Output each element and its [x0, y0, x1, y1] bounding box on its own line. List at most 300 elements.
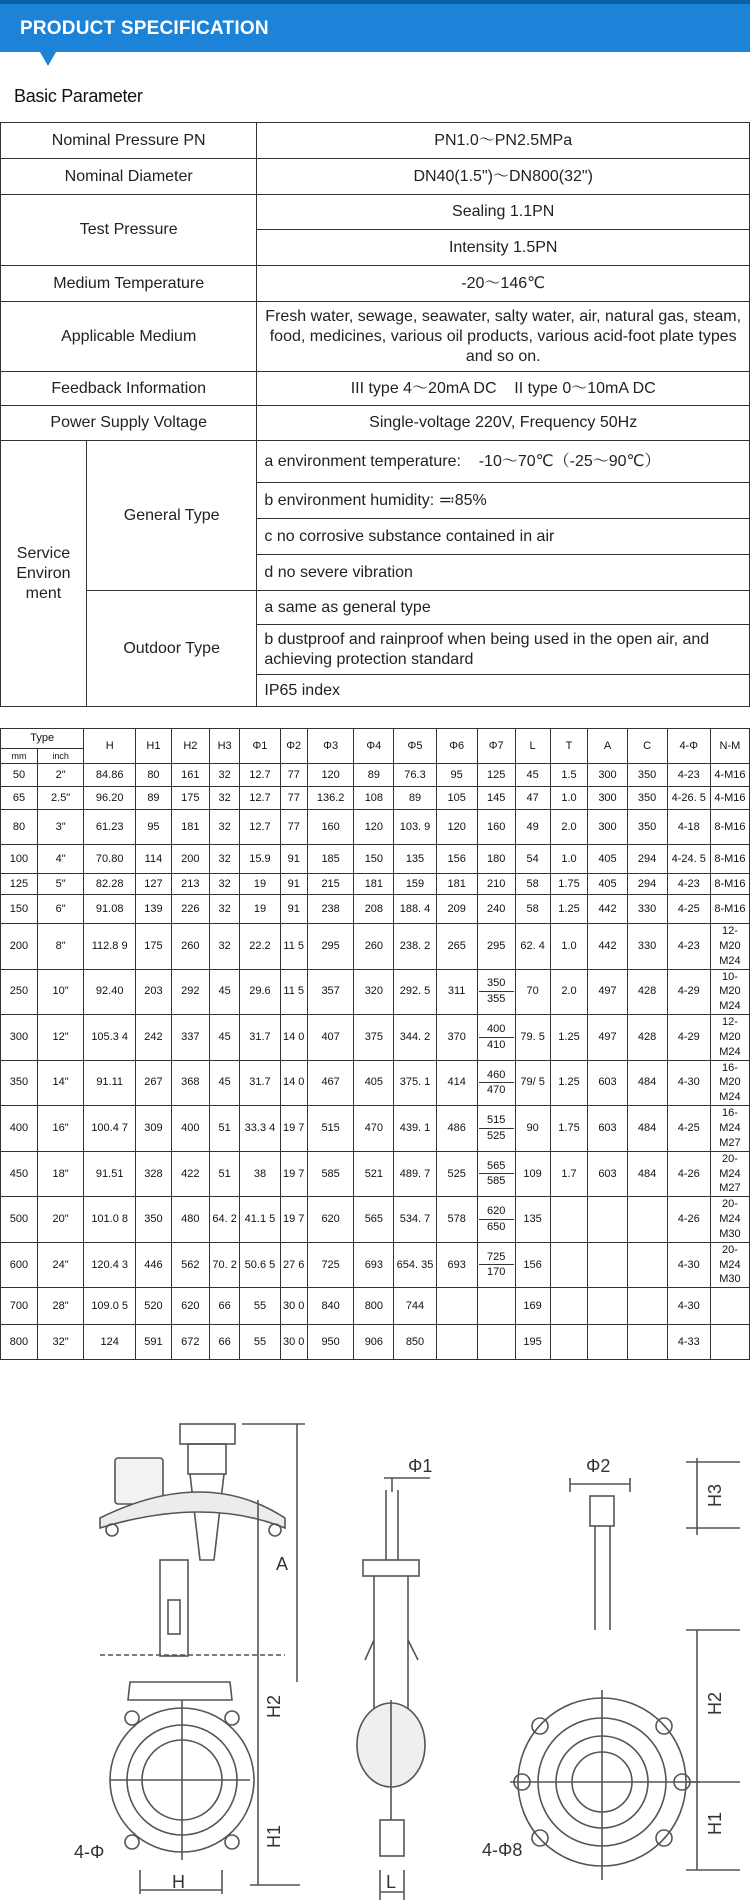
table-cell-h2: 181 — [171, 810, 209, 845]
table-cell-p4: 89 — [354, 764, 394, 787]
table-cell-h1: 350 — [136, 1197, 172, 1243]
table-cell-line: M24 — [719, 954, 741, 967]
table-cell-p2: 14 0 — [280, 1060, 307, 1106]
table-cell-c — [627, 1242, 667, 1288]
table-cell-h3: 45 — [209, 1060, 240, 1106]
label-h2-right: H2 — [705, 1691, 725, 1715]
table-cell-t — [550, 1325, 588, 1360]
table-cell-h2: 161 — [171, 764, 209, 787]
table-cell-p1: 41.1 5 — [240, 1197, 280, 1243]
table-cell-p3: 238 — [307, 895, 353, 924]
table-cell-p3: 357 — [307, 969, 353, 1015]
label-h2-left: H2 — [264, 1694, 284, 1718]
table-cell-line: 16-M24 — [719, 1107, 741, 1134]
table-cell-p4: 375 — [354, 1015, 394, 1061]
outdoor-type-item: b dustproof and rainproof when being used in the open air, and achieving protection standard — [257, 625, 750, 675]
table-cell-inch: 5" — [37, 874, 83, 895]
table-cell-c: 484 — [627, 1106, 667, 1152]
table-cell-p3: 840 — [307, 1288, 353, 1325]
table-cell-a: 405 — [588, 845, 627, 874]
table-cell-p5: 850 — [394, 1325, 436, 1360]
general-type-item: b environment humidity: ≕85% — [257, 483, 750, 519]
table-cell-h: 61.23 — [84, 810, 136, 845]
table-cell-p7 — [477, 1151, 515, 1197]
table-cell-h1: 80 — [136, 764, 172, 787]
table-cell-c: 330 — [627, 895, 667, 924]
table-cell-h2: 260 — [171, 924, 209, 970]
table-row — [1, 1197, 750, 1243]
table-cell-p3: 585 — [307, 1151, 353, 1197]
col-header-4-phi: 4-Φ — [667, 729, 710, 764]
table-cell-p7 — [477, 810, 515, 845]
label-h1-right: H1 — [705, 1811, 725, 1835]
table-cell-line: 12-M20 — [719, 925, 741, 952]
label-bolts-left: 4-Φ — [74, 1842, 105, 1862]
table-cell-h1: 591 — [136, 1325, 172, 1360]
table-cell-h1: 203 — [136, 969, 172, 1015]
table-cell-line: 620 — [487, 1205, 506, 1218]
table-cell-h: 91.08 — [84, 895, 136, 924]
table-cell-nm — [710, 1106, 749, 1152]
table-cell-h2: 422 — [171, 1151, 209, 1197]
table-cell-inch: 10" — [37, 969, 83, 1015]
type-header: Type — [1, 729, 84, 749]
sub-header-inch: inch — [37, 749, 83, 764]
label-a: A — [276, 1554, 289, 1574]
table-cell-p3: 467 — [307, 1060, 353, 1106]
table-row — [1, 764, 750, 787]
table-cell-a — [588, 1197, 627, 1243]
table-cell-l: 135 — [515, 1197, 550, 1243]
table-cell-nm — [710, 1288, 749, 1325]
table-cell-a: 442 — [588, 924, 627, 970]
table-cell-p6: 105 — [436, 787, 477, 810]
table-cell-f4: 4-30 — [667, 1288, 710, 1325]
table-cell-t: 1.0 — [550, 787, 588, 810]
table-cell-l: 47 — [515, 787, 550, 810]
table-cell-line: 350 — [487, 977, 506, 990]
table-cell-p6 — [436, 1288, 477, 1325]
table-cell-p3: 215 — [307, 874, 353, 895]
table-cell-f4: 4-23 — [667, 764, 710, 787]
table-cell-a: 497 — [588, 969, 627, 1015]
param-value: -20～146℃ — [257, 266, 750, 302]
table-cell-mm: 300 — [1, 1015, 38, 1061]
table-cell-inch: 28" — [37, 1288, 83, 1325]
table-cell-t — [550, 1242, 588, 1288]
table-cell-h: 91.11 — [84, 1060, 136, 1106]
table-cell-nm — [710, 1242, 749, 1288]
table-cell-nm — [710, 845, 749, 874]
table-cell-h: 124 — [84, 1325, 136, 1360]
param-row-nominal-pressure — [1, 123, 750, 159]
table-cell-f4: 4-24. 5 — [667, 845, 710, 874]
param-value: Sealing 1.1PN — [257, 195, 750, 230]
table-cell-p2: 30 0 — [280, 1288, 307, 1325]
table-cell-line: 16-M20 — [719, 1061, 741, 1089]
table-cell-mm: 50 — [1, 764, 38, 787]
table-cell-p7 — [477, 845, 515, 874]
table-cell-h2: 337 — [171, 1015, 209, 1061]
table-cell-line: M27 — [719, 1182, 741, 1195]
table-cell-line: 12-M20 — [719, 1016, 741, 1043]
table-row — [1, 895, 750, 924]
valve-technical-drawing — [0, 1400, 750, 1904]
table-cell-p5: 89 — [394, 787, 436, 810]
general-type-label: General Type — [86, 441, 257, 591]
table-cell-p5: 654. 35 — [394, 1242, 436, 1288]
outdoor-type-item: IP65 index — [257, 675, 750, 707]
table-cell-line: 650 — [479, 1219, 514, 1235]
table-cell-h3: 45 — [209, 1015, 240, 1061]
table-cell-p6: 525 — [436, 1151, 477, 1197]
table-cell-p4: 181 — [354, 874, 394, 895]
table-row — [1, 810, 750, 845]
table-cell-p7 — [477, 874, 515, 895]
label-bolts-right: 4-Φ8 — [482, 1840, 523, 1860]
table-cell-f4: 4-29 — [667, 969, 710, 1015]
table-cell-h: 84.86 — [84, 764, 136, 787]
table-cell-p5: 375. 1 — [394, 1060, 436, 1106]
table-cell-h2: 400 — [171, 1106, 209, 1152]
table-cell-h1: 139 — [136, 895, 172, 924]
table-cell-p4: 260 — [354, 924, 394, 970]
table-cell-t — [550, 1288, 588, 1325]
table-cell-p5: 76.3 — [394, 764, 436, 787]
table-cell-p2: 91 — [280, 845, 307, 874]
table-cell-p7 — [477, 764, 515, 787]
col-header-h1: H1 — [136, 729, 172, 764]
table-cell-h: 100.4 7 — [84, 1106, 136, 1152]
table-cell-p7 — [477, 1060, 515, 1106]
table-cell-h: 92.40 — [84, 969, 136, 1015]
table-cell-h: 91.51 — [84, 1151, 136, 1197]
table-cell-h2: 175 — [171, 787, 209, 810]
table-row — [1, 969, 750, 1015]
table-cell-p1: 50.6 5 — [240, 1242, 280, 1288]
table-cell-p7 — [477, 1197, 515, 1243]
table-cell-nm — [710, 969, 749, 1015]
param-value: Intensity 1.5PN — [257, 230, 750, 266]
table-cell-p3: 120 — [307, 764, 353, 787]
table-cell-c: 428 — [627, 1015, 667, 1061]
table-cell-p5: 135 — [394, 845, 436, 874]
table-cell-line: 8-M16 — [714, 852, 746, 865]
table-cell-p7 — [477, 969, 515, 1015]
table-cell-p7 — [477, 895, 515, 924]
table-cell-p6: 370 — [436, 1015, 477, 1061]
table-cell-h1: 95 — [136, 810, 172, 845]
table-cell-nm — [710, 874, 749, 895]
dimension-table — [0, 728, 750, 1360]
table-cell-p7 — [477, 787, 515, 810]
label-h3: H3 — [705, 1483, 725, 1507]
table-cell-h: 105.3 4 — [84, 1015, 136, 1061]
section-title: Basic Parameter — [14, 86, 143, 106]
table-cell-line: 410 — [479, 1037, 514, 1053]
table-cell-p3: 515 — [307, 1106, 353, 1152]
table-cell-inch: 2" — [37, 764, 83, 787]
table-cell-l: 45 — [515, 764, 550, 787]
table-cell-p3: 620 — [307, 1197, 353, 1243]
table-cell-p6: 578 — [436, 1197, 477, 1243]
table-cell-mm: 600 — [1, 1242, 38, 1288]
table-cell-h3: 51 — [209, 1106, 240, 1152]
table-cell-t: 1.5 — [550, 764, 588, 787]
param-value: PN1.0～PN2.5MPa — [257, 123, 750, 159]
table-cell-nm — [710, 1325, 749, 1360]
table-cell-p5: 103. 9 — [394, 810, 436, 845]
table-cell-p5: 159 — [394, 874, 436, 895]
table-cell-h2: 480 — [171, 1197, 209, 1243]
table-cell-t — [550, 1197, 588, 1243]
col-header-l: L — [515, 729, 550, 764]
param-row-test-pressure — [1, 195, 750, 230]
table-cell-t: 1.75 — [550, 874, 588, 895]
table-cell-h3: 32 — [209, 810, 240, 845]
table-cell-mm: 350 — [1, 1060, 38, 1106]
table-cell-p1: 29.6 — [240, 969, 280, 1015]
table-cell-line: 565 — [487, 1159, 506, 1172]
param-row-service-general-a — [1, 441, 750, 483]
table-cell-line: M24 — [719, 1091, 741, 1104]
table-cell-h3: 70. 2 — [209, 1242, 240, 1288]
table-cell-c: 350 — [627, 810, 667, 845]
table-cell-p3: 295 — [307, 924, 353, 970]
table-cell-h1: 127 — [136, 874, 172, 895]
table-cell-h: 112.8 9 — [84, 924, 136, 970]
col-header-phi4: Φ4 — [354, 729, 394, 764]
service-environment-label: Service Environ ment — [1, 441, 87, 707]
table-cell-p2: 77 — [280, 787, 307, 810]
table-cell-f4: 4-30 — [667, 1242, 710, 1288]
table-row — [1, 924, 750, 970]
table-cell-p2: 19 7 — [280, 1106, 307, 1152]
table-cell-line: 180 — [487, 852, 506, 865]
param-label: Test Pressure — [1, 195, 257, 266]
table-cell-p7 — [477, 1325, 515, 1360]
table-cell-h1: 175 — [136, 924, 172, 970]
table-cell-p1: 19 — [240, 895, 280, 924]
table-cell-a: 300 — [588, 787, 627, 810]
table-cell-h: 70.80 — [84, 845, 136, 874]
table-cell-a — [588, 1288, 627, 1325]
table-cell-mm: 80 — [1, 810, 38, 845]
table-cell-h1: 267 — [136, 1060, 172, 1106]
table-cell-p6: 156 — [436, 845, 477, 874]
table-cell-p2: 91 — [280, 895, 307, 924]
table-cell-c: 484 — [627, 1060, 667, 1106]
table-row — [1, 845, 750, 874]
table-cell-p6: 95 — [436, 764, 477, 787]
table-cell-f4: 4-25 — [667, 1106, 710, 1152]
label-phi1: Φ1 — [408, 1456, 433, 1476]
param-value: Single-voltage 220V, Frequency 50Hz — [257, 406, 750, 441]
table-cell-c — [627, 1197, 667, 1243]
table-cell-p1: 31.7 — [240, 1015, 280, 1061]
table-cell-h1: 242 — [136, 1015, 172, 1061]
table-cell-t: 1.25 — [550, 895, 588, 924]
table-cell-line: 8-M16 — [714, 902, 746, 915]
col-header-phi1: Φ1 — [240, 729, 280, 764]
general-type-item: c no corrosive substance contained in air — [257, 519, 750, 555]
table-cell-nm — [710, 1151, 749, 1197]
label-h: H — [172, 1872, 185, 1892]
table-cell-p4: 108 — [354, 787, 394, 810]
table-cell-inch: 20" — [37, 1197, 83, 1243]
table-cell-line: 20-M24 — [719, 1152, 741, 1180]
table-cell-p5: 744 — [394, 1288, 436, 1325]
label-h1-left: H1 — [264, 1824, 284, 1848]
table-cell-a: 405 — [588, 874, 627, 895]
param-label: Power Supply Voltage — [1, 406, 257, 441]
col-header-t: T — [550, 729, 588, 764]
table-cell-line: 585 — [479, 1173, 514, 1189]
table-cell-p2: 27 6 — [280, 1242, 307, 1288]
valve-drawing-svg — [0, 1400, 750, 1904]
table-cell-line: 470 — [479, 1082, 514, 1098]
table-cell-p1: 55 — [240, 1325, 280, 1360]
table-cell-line: 20-M24 — [719, 1198, 741, 1226]
table-cell-t: 1.75 — [550, 1106, 588, 1152]
table-cell-p1: 15.9 — [240, 845, 280, 874]
general-type-item: a environment temperature: -10～70℃（-25～90℃） — [257, 441, 750, 483]
table-cell-l: 195 — [515, 1325, 550, 1360]
table-cell-a: 603 — [588, 1106, 627, 1152]
table-cell-a — [588, 1325, 627, 1360]
table-cell-p3: 950 — [307, 1325, 353, 1360]
table-cell-c — [627, 1288, 667, 1325]
table-cell-a: 603 — [588, 1060, 627, 1106]
table-cell-p2: 14 0 — [280, 1015, 307, 1061]
table-cell-h3: 32 — [209, 874, 240, 895]
table-cell-p1: 55 — [240, 1288, 280, 1325]
table-cell-p1: 33.3 4 — [240, 1106, 280, 1152]
table-cell-p3: 185 — [307, 845, 353, 874]
table-cell-inch: 2.5" — [37, 787, 83, 810]
table-cell-h2: 213 — [171, 874, 209, 895]
table-cell-line: 210 — [487, 877, 506, 890]
table-cell-f4: 4-23 — [667, 874, 710, 895]
table-cell-c: 294 — [627, 874, 667, 895]
table-cell-line: 8-M16 — [714, 877, 746, 890]
table-cell-l: 109 — [515, 1151, 550, 1197]
table-cell-inch: 6" — [37, 895, 83, 924]
table-cell-h3: 66 — [209, 1288, 240, 1325]
page-title: PRODUCT SPECIFICATION — [20, 18, 269, 39]
table-cell-t: 1.0 — [550, 924, 588, 970]
param-label: Applicable Medium — [1, 302, 257, 372]
table-cell-p6: 181 — [436, 874, 477, 895]
table-cell-a: 300 — [588, 764, 627, 787]
table-cell-h3: 51 — [209, 1151, 240, 1197]
table-cell-p4: 150 — [354, 845, 394, 874]
outdoor-type-item: a same as general type — [257, 591, 750, 625]
table-cell-h3: 64. 2 — [209, 1197, 240, 1243]
table-cell-l: 79/ 5 — [515, 1060, 550, 1106]
table-cell-inch: 8" — [37, 924, 83, 970]
table-cell-nm — [710, 924, 749, 970]
col-header-phi6: Φ6 — [436, 729, 477, 764]
param-value: Fresh water, sewage, seawater, salty water, air, natural gas, steam, food, medicines, various oil products, various acid-foot plate types and so on. — [257, 302, 750, 372]
table-cell-h: 109.0 5 — [84, 1288, 136, 1325]
table-cell-h3: 32 — [209, 764, 240, 787]
table-cell-p6 — [436, 1325, 477, 1360]
table-cell-p5: 292. 5 — [394, 969, 436, 1015]
table-cell-line: M24 — [719, 1045, 741, 1058]
table-cell-f4: 4-26 — [667, 1151, 710, 1197]
table-cell-nm — [710, 1197, 749, 1243]
table-cell-l: 169 — [515, 1288, 550, 1325]
table-cell-t: 2.0 — [550, 810, 588, 845]
table-cell-h3: 32 — [209, 895, 240, 924]
table-cell-nm — [710, 764, 749, 787]
table-cell-f4: 4-26 — [667, 1197, 710, 1243]
table-cell-line: 460 — [487, 1068, 506, 1081]
table-cell-mm: 100 — [1, 845, 38, 874]
table-cell-p6: 414 — [436, 1060, 477, 1106]
table-cell-h2: 368 — [171, 1060, 209, 1106]
table-cell-p4: 906 — [354, 1325, 394, 1360]
table-cell-l: 70 — [515, 969, 550, 1015]
table-cell-h3: 32 — [209, 787, 240, 810]
table-cell-c: 350 — [627, 764, 667, 787]
table-cell-inch: 14" — [37, 1060, 83, 1106]
table-row — [1, 1106, 750, 1152]
table-cell-f4: 4-25 — [667, 895, 710, 924]
table-cell-p6: 693 — [436, 1242, 477, 1288]
table-cell-h1: 309 — [136, 1106, 172, 1152]
param-label: Feedback Information — [1, 372, 257, 406]
table-cell-p7 — [477, 924, 515, 970]
table-cell-t: 1.7 — [550, 1151, 588, 1197]
table-cell-nm — [710, 1015, 749, 1061]
table-cell-h2: 562 — [171, 1242, 209, 1288]
table-cell-mm: 250 — [1, 969, 38, 1015]
table-cell-p1: 31.7 — [240, 1060, 280, 1106]
table-cell-line: M30 — [719, 1273, 741, 1286]
param-value: III type 4～20mA DC II type 0～10mA DC — [257, 372, 750, 406]
col-header-phi2: Φ2 — [280, 729, 307, 764]
table-cell-p5: 188. 4 — [394, 895, 436, 924]
table-cell-line: 170 — [479, 1264, 514, 1280]
col-header-h3: H3 — [209, 729, 240, 764]
table-cell-mm: 400 — [1, 1106, 38, 1152]
table-cell-h3: 32 — [209, 845, 240, 874]
table-cell-p6: 120 — [436, 810, 477, 845]
table-cell-mm: 150 — [1, 895, 38, 924]
table-cell-p5: 439. 1 — [394, 1106, 436, 1152]
table-cell-mm: 500 — [1, 1197, 38, 1243]
table-cell-h2: 672 — [171, 1325, 209, 1360]
table-cell-p2: 19 7 — [280, 1197, 307, 1243]
outdoor-type-label: Outdoor Type — [86, 591, 257, 707]
table-cell-line: 10-M20 — [719, 970, 741, 998]
table-cell-mm: 65 — [1, 787, 38, 810]
table-cell-p1: 12.7 — [240, 787, 280, 810]
table-cell-line: 20-M24 — [719, 1243, 741, 1271]
table-cell-inch: 18" — [37, 1151, 83, 1197]
label-phi2: Φ2 — [586, 1456, 611, 1476]
table-cell-mm: 125 — [1, 874, 38, 895]
table-cell-p4: 320 — [354, 969, 394, 1015]
table-cell-f4: 4-26. 5 — [667, 787, 710, 810]
table-cell-nm — [710, 787, 749, 810]
table-cell-f4: 4-33 — [667, 1325, 710, 1360]
table-cell-inch: 24" — [37, 1242, 83, 1288]
table-cell-p2: 11 5 — [280, 969, 307, 1015]
table-cell-h2: 292 — [171, 969, 209, 1015]
